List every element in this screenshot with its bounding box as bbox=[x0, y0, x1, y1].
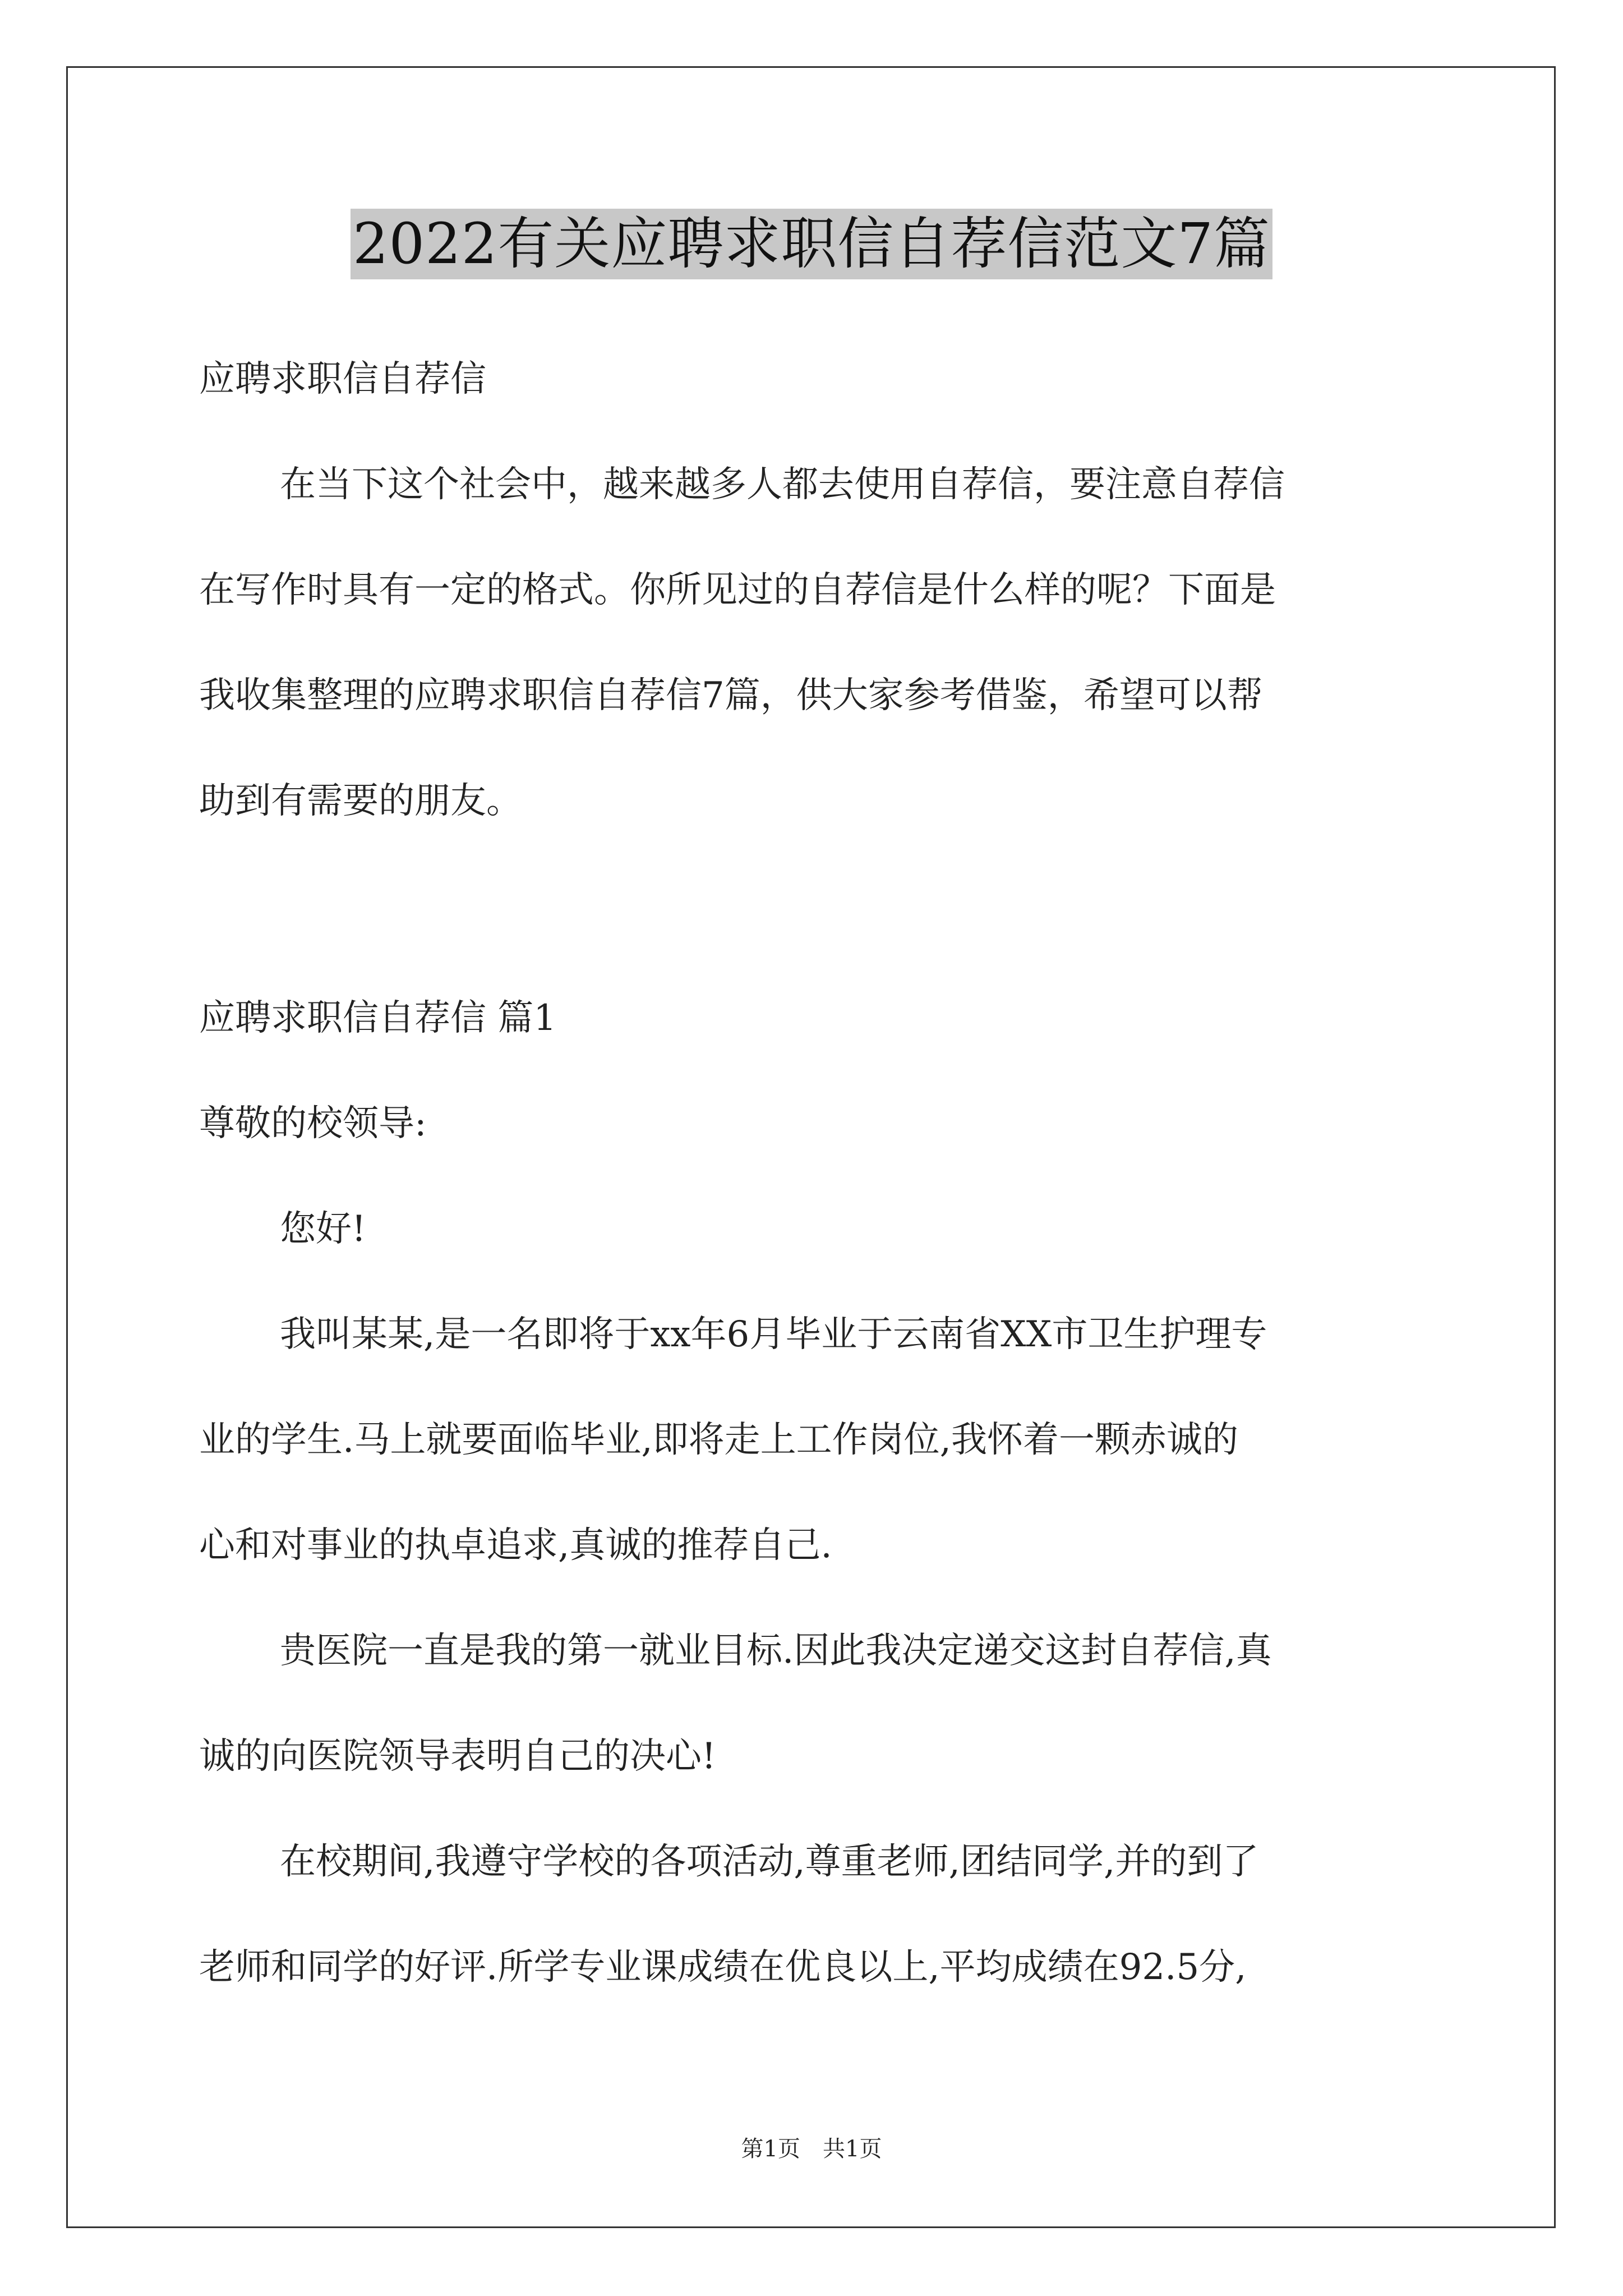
intro-line-3: 我收集整理的应聘求职信自荐信7篇，供大家参考借鉴，希望可以帮 bbox=[199, 675, 1263, 716]
intro-line-4: 助到有需要的朋友。 bbox=[199, 780, 522, 822]
document-title: 2022有关应聘求职信自荐信范文7篇 bbox=[351, 209, 1272, 279]
salutation: 尊敬的校领导: bbox=[199, 1103, 427, 1144]
page-footer bbox=[0, 2135, 1623, 2163]
para2-line-2: 诚的向医院领导表明自己的决心! bbox=[199, 1736, 716, 1777]
greeting: 您好! bbox=[280, 1208, 366, 1250]
title-container bbox=[0, 209, 1623, 279]
page-number: 第1页 bbox=[741, 2136, 800, 2162]
intro-line-2: 在写作时具有一定的格式。你所见过的自荐信是什么样的呢？下面是 bbox=[199, 569, 1276, 611]
page-total: 共1页 bbox=[823, 2136, 882, 2162]
para1-line-2: 业的学生.马上就要面临毕业,即将走上工作岗位,我怀着一颗赤诚的 bbox=[199, 1419, 1239, 1461]
para2-line-1: 贵医院一直是我的第一就业目标.因此我决定递交这封自荐信,真 bbox=[280, 1630, 1272, 1672]
para1-line-3: 心和对事业的执卓追求,真诚的推荐自己. bbox=[199, 1525, 832, 1566]
para1-line-1: 我叫某某,是一名即将于xx年6月毕业于云南省XX市卫生护理专 bbox=[280, 1314, 1267, 1355]
para3-line-1: 在校期间,我遵守学校的各项活动,尊重老师,团结同学,并的到了 bbox=[280, 1841, 1259, 1883]
intro-heading: 应聘求职信自荐信 bbox=[199, 358, 486, 400]
para3-line-2: 老师和同学的好评.所学专业课成绩在优良以上,平均成绩在92.5分, bbox=[199, 1947, 1247, 1988]
intro-line-1: 在当下这个社会中，越来越多人都去使用自荐信，要注意自荐信 bbox=[280, 464, 1285, 505]
section-heading: 应聘求职信自荐信 篇1 bbox=[199, 997, 557, 1039]
